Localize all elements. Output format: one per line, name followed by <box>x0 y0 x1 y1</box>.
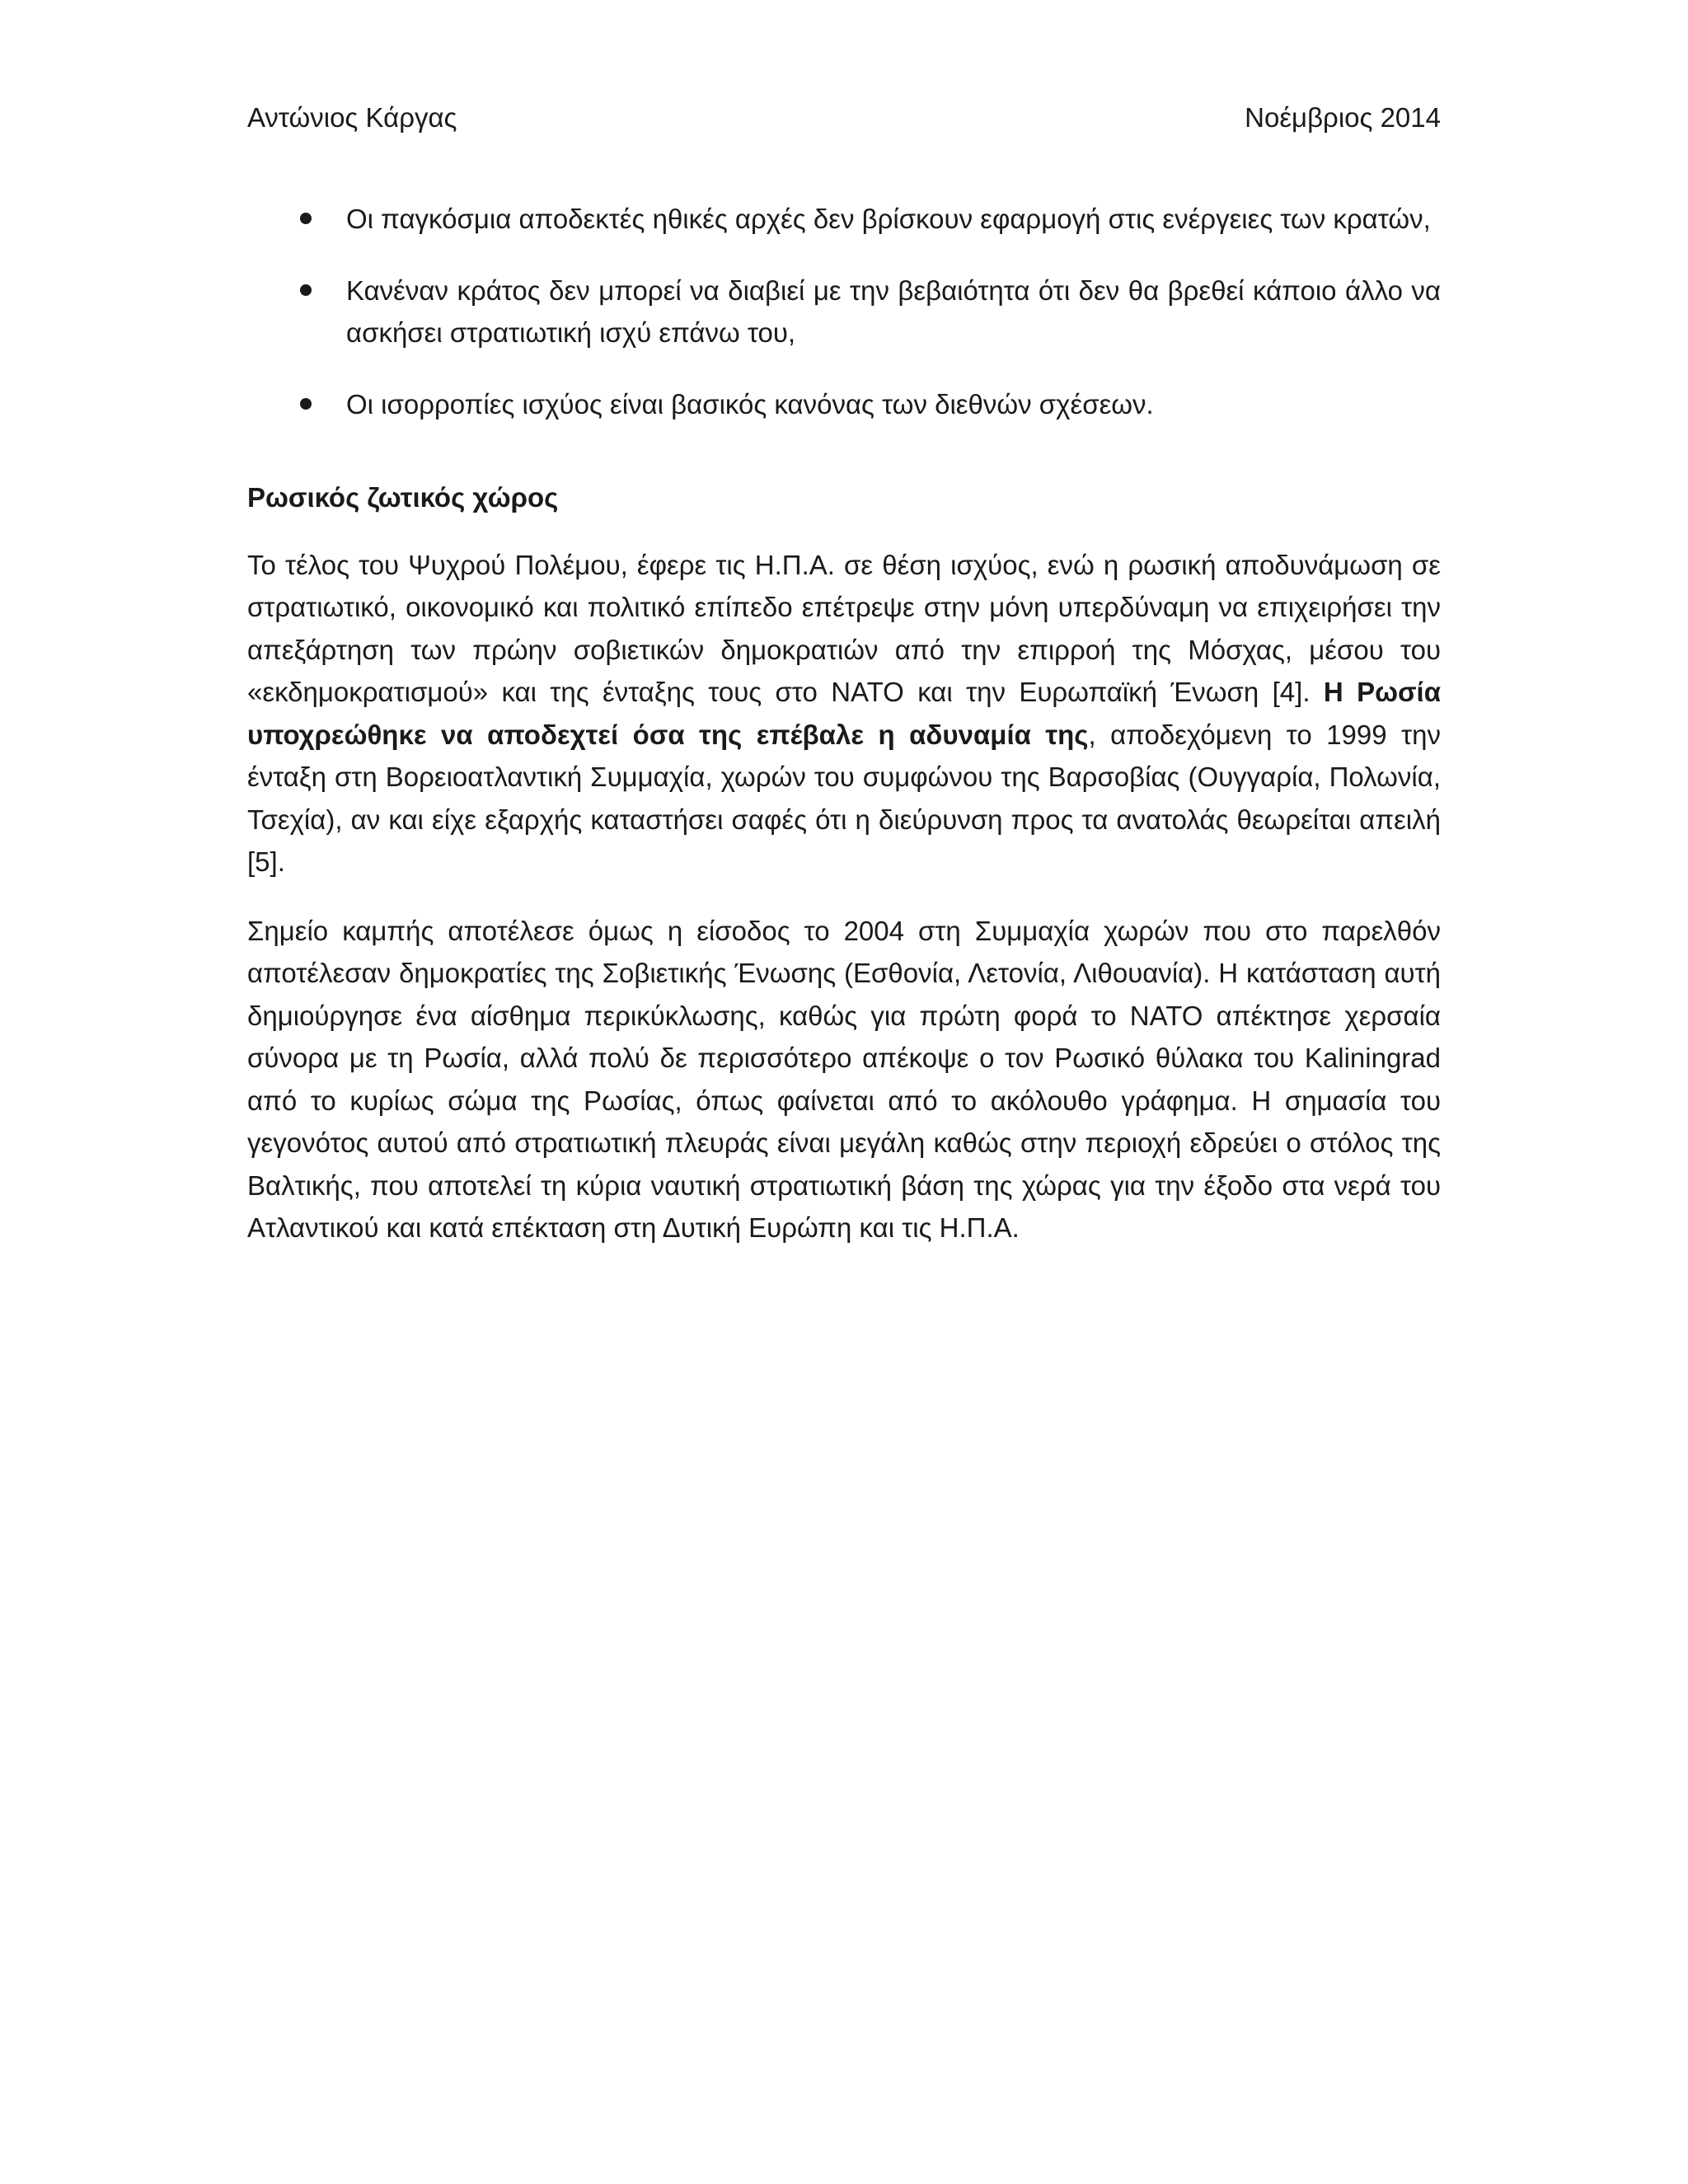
header-author: Αντώνιος Κάργας <box>247 102 457 133</box>
bullet-icon <box>300 284 312 296</box>
paragraph-2: Σημείο καμπής αποτέλεσε όμως η είσοδος το 2004 στη Συμμαχία χωρών που στο παρελθόν αποτέλεσαν δημοκρατίες της Σοβιετικής Ένωσης (Εσθονία, Λετονία, Λιθουανία). Η κατάσταση αυτή δημιούργησε ένα αίσθημα περικύκλωσης, καθώς για πρώτη φορά το ΝΑΤΟ απέκτησε χερσαία σύνορα με τη Ρωσία, αλλά πολύ δε περισσότερο απέκοψε ο τον Ρωσικό θύλακα του Kaliningrad από το κυρίως σώμα της Ρωσίας, όπως φαίνεται από το ακόλουθο γράφημα. Η σημασία του γεγονότος αυτού από στρατιωτική πλευράς είναι μεγάλη καθώς στην περιοχή εδρεύει ο στόλος της Βαλτικής, που αποτελεί τη κύρια ναυτική στρατιωτική βάση της χώρας για την έξοδο στα νερά του Ατλαντικού και κατά επέκταση στη Δυτική Ευρώπη και τις Η.Π.Α. <box>247 915 1441 1243</box>
bullet-text: Οι ισορροπίες ισχύος είναι βασικός κανόνας των διεθνών σχέσεων. <box>346 388 1154 419</box>
bullet-item <box>247 269 1441 354</box>
bullet-list <box>247 198 1441 425</box>
paragraph-1 <box>247 544 1441 883</box>
bullet-item <box>247 198 1441 241</box>
paragraph-1-bold: Η Ρωσία υποχρεώθηκε να αποδεχτεί όσα της επέβαλε η αδυναμία της <box>247 677 1441 750</box>
page-content <box>247 198 1441 1276</box>
section-heading: Ρωσικός ζωτικός χώρος <box>247 482 559 513</box>
bullet-text: Οι παγκόσμια αποδεκτές ηθικές αρχές δεν βρίσκουν εφαρμογή στις ενέργειες των κρατών, <box>346 204 1431 234</box>
bullet-text: Κανέναν κράτος δεν μπορεί να διαβιεί με την βεβαιότητα ότι δεν θα βρεθεί κάποιο άλλο να ασκήσει στρατιωτική ισχύ επάνω του, <box>346 274 1441 348</box>
bullet-icon <box>300 213 312 224</box>
bullet-item <box>247 383 1441 426</box>
paragraph-1-text-a: Το τέλος του Ψυχρού Πολέμου, έφερε τις Η.Π.Α. σε θέση ισχύος, ενώ η ρωσική αποδυνάμωση σε στρατιωτικό, οικονομικό και πολιτικό επίπεδο επέτρεψε στην μόνη υπερδύναμη να επιχειρήσει την απεξάρτηση των πρώην σοβιετικών δημοκρατιών από την επιρροή της Μόσχας, μέσου του «εκδημοκρατισμού» και της ένταξης τους στο ΝΑΤΟ και την Ευρωπαϊκή Ένωση [4]. <box>247 549 1441 707</box>
paragraph-1-text-b: , αποδεχόμενη το 1999 την ένταξη στη Βορειοατλαντική Συμμαχία, χωρών του συμφώνου της Βαρσοβίας (Ουγγαρία, Πολωνία, Τσεχία), αν και είχε εξαρχής καταστήσει σαφές ότι η διεύρυνση προς τα ανατολάς θεωρείται απειλή [5]. <box>247 719 1441 877</box>
page-header <box>247 97 1441 138</box>
bullet-icon <box>300 398 312 410</box>
header-date: Νοέμβριος 2014 <box>1245 102 1441 133</box>
